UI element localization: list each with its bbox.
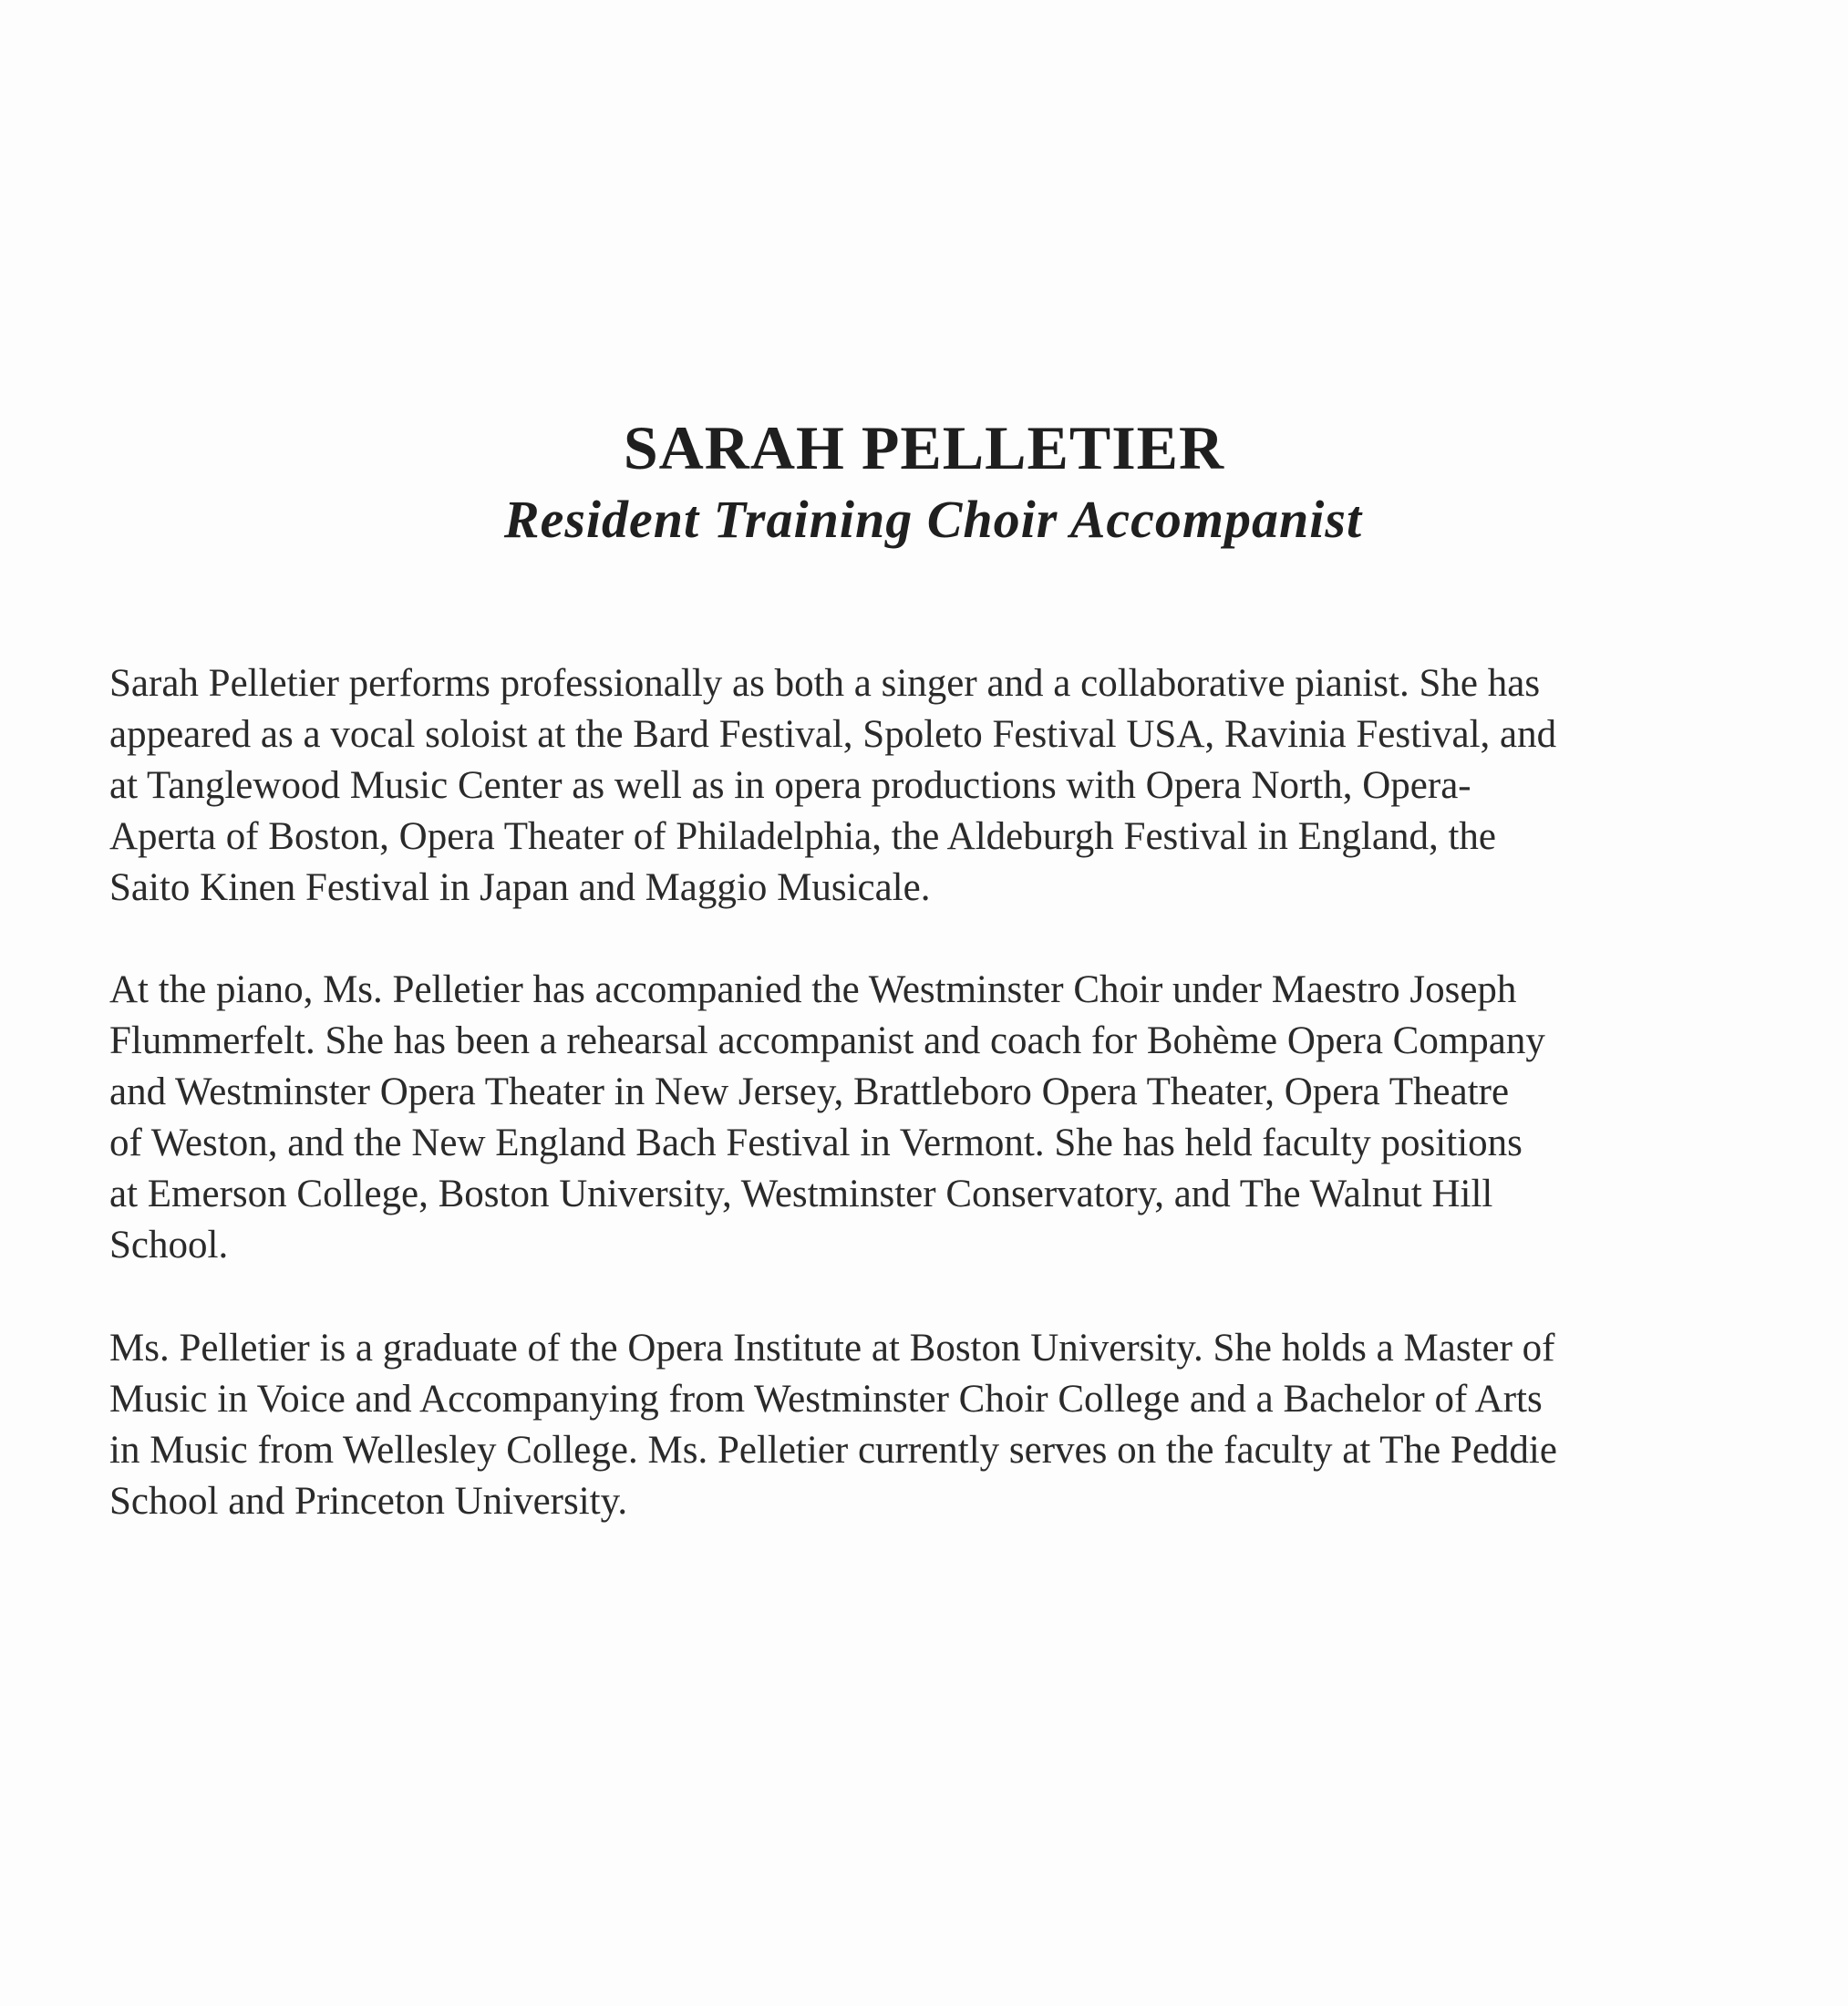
bio-paragraph-1 [109, 658, 1769, 914]
bio-line: of Weston, and the New England Bach Festival in Vermont. She has held faculty positions [109, 1122, 1523, 1164]
bio-line: Saito Kinen Festival in Japan and Maggio Musicale. [109, 866, 931, 909]
bio-line: at Emerson College, Boston University, Westminster Conservatory, and The Walnut Hill [109, 1173, 1493, 1215]
bio-line: Music in Voice and Accompanying from Westminster Choir College and a Bachelor of Arts [109, 1378, 1543, 1421]
bio-line: Sarah Pelletier performs professionally as both a singer and a collaborative pianist. She has [109, 662, 1541, 705]
bio-line: Flummerfelt. She has been a rehearsal accompanist and coach for Bohème Opera Company [109, 1019, 1545, 1062]
bio-line: at Tanglewood Music Center as well as in opera productions with Opera North, Opera- [109, 764, 1471, 807]
bio-line: Aperta of Boston, Opera Theater of Philadelphia, the Aldeburgh Festival in England, the [109, 815, 1496, 858]
bio-line: in Music from Wellesley College. Ms. Pelletier currently serves on the faculty at The Peddie [109, 1429, 1557, 1472]
bio-line: School and Princeton University. [109, 1480, 628, 1523]
bio-line: School. [109, 1224, 229, 1267]
person-name: SARAH PELLETIER [623, 413, 1225, 482]
bio-line: appeared as a vocal soloist at the Bard Festival, Spoleto Festival USA, Ravinia Festival, and [109, 713, 1557, 756]
bio-line: and Westminster Opera Theater in New Jersey, Brattleboro Opera Theater, Opera Theatre [109, 1070, 1510, 1113]
position-title: Resident Training Choir Accompanist [503, 490, 1363, 549]
bio-line: Ms. Pelletier is a graduate of the Opera Institute at Boston University. She holds a Master of [109, 1327, 1555, 1370]
bio-line: At the piano, Ms. Pelletier has accompanied the Westminster Choir under Maestro Joseph [109, 968, 1517, 1011]
bio-paragraph-2 [109, 965, 1769, 1271]
bio-paragraph-3 [109, 1323, 1769, 1527]
